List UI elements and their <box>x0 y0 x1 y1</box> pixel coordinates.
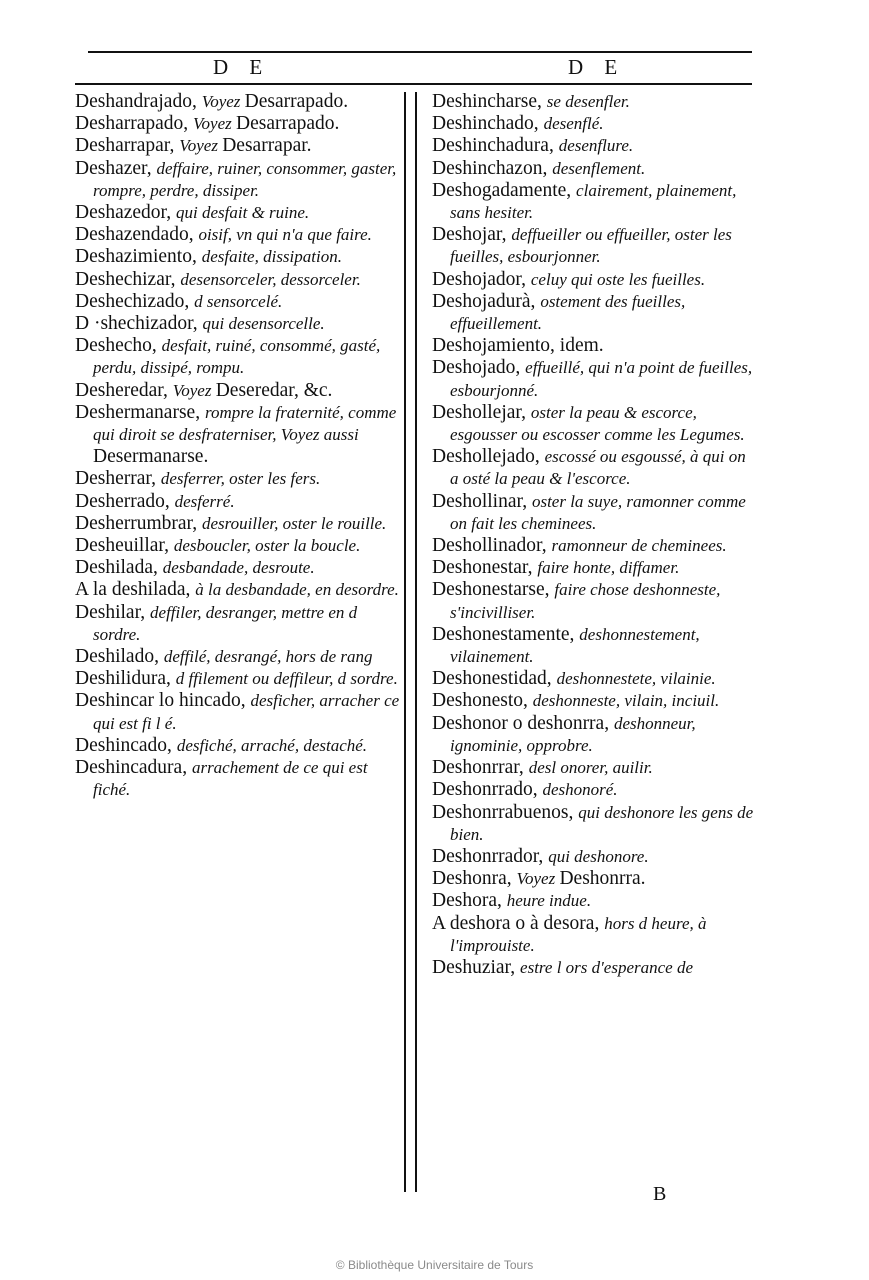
entry-definition: heure indue. <box>506 891 592 911</box>
column-divider-line <box>415 92 417 1192</box>
running-head-right: D E <box>568 55 626 79</box>
dictionary-entry <box>432 757 754 779</box>
entry-definition: qui desfait & ruine. <box>176 203 310 223</box>
entry-headword: Deshilada, <box>75 557 163 579</box>
dictionary-entry <box>432 357 754 401</box>
entry-headword: Deshonestarse, <box>432 579 555 601</box>
entry-definition: escossé ou esgoussé, à qui on a osté la peau & l'escorce. <box>450 447 746 489</box>
entry-headword: Deshojadurà, <box>432 290 541 312</box>
dictionary-entry <box>432 491 754 535</box>
dictionary-entry <box>75 757 401 801</box>
dictionary-entry <box>432 779 754 801</box>
entry-definition: desfiché, arraché, destaché. <box>176 735 368 755</box>
entry-headword: Deshincharse, <box>432 91 547 112</box>
entry-definition: arrachement de ce qui est fiché. <box>93 758 368 800</box>
dictionary-entry <box>75 291 401 313</box>
dictionary-entry <box>75 491 401 513</box>
dictionary-entry <box>432 913 754 957</box>
entry-headword: Deshincadura, <box>75 757 192 779</box>
entry-definition: deshonneste, vilain, inciuil. <box>532 691 720 711</box>
entry-headword: Deshollinar, <box>432 490 532 512</box>
entry-headword: Deshecho, <box>75 335 162 357</box>
entry-definition: Voyez <box>201 92 245 111</box>
entry-headword: Desherrado, <box>75 490 175 512</box>
header-bottom-rule <box>75 83 752 85</box>
signature-mark: B <box>653 1183 667 1205</box>
entry-headword: Deshazendado, <box>75 224 199 246</box>
entry-definition: d ffilement ou deffileur, d sordre. <box>175 669 398 689</box>
entry-headword: D ·shechizador, <box>75 313 203 335</box>
entry-definition: Voyez <box>516 869 560 889</box>
entry-headword: A la deshilada, <box>75 579 196 601</box>
entry-definition: deshonnestement, vilainement. <box>450 624 700 667</box>
entry-definition: oster la peau & escorce, esgousser ou escosser comme les Legumes. <box>450 402 745 445</box>
entry-headword: Desharrapado, <box>75 113 194 135</box>
entry-cross-reference: Desarrapado. <box>236 113 340 135</box>
dictionary-entry <box>432 158 754 180</box>
dictionary-entry <box>75 158 401 202</box>
entry-definition: deffueiller ou effueiller, oster les fueilles, esbourjonner. <box>450 225 732 267</box>
dictionary-entry <box>75 668 401 690</box>
dictionary-entry <box>432 557 754 579</box>
dictionary-entry <box>432 690 754 712</box>
entry-definition: desenflure. <box>558 136 634 156</box>
dictionary-entry <box>75 602 401 646</box>
entry-definition: qui deshonore. <box>548 846 649 866</box>
entry-definition: desferré. <box>174 491 235 511</box>
entry-definition: ostement des fueilles, effueillement. <box>450 291 686 334</box>
entry-headword: Deshojador, <box>432 268 531 290</box>
dictionary-entry <box>75 380 401 402</box>
dictionary-entry <box>432 957 754 979</box>
entry-headword: Deshuziar, <box>432 956 521 978</box>
dictionary-entry <box>432 269 754 291</box>
entry-headword: Deshollejar, <box>432 401 531 423</box>
entry-headword: Deshermanarse, <box>75 401 205 423</box>
dictionary-entry <box>432 113 754 135</box>
dictionary-entry <box>75 313 401 335</box>
entry-definition: clairement, plainement, sans hesiter. <box>450 180 737 223</box>
entry-definition: Voyez <box>172 380 216 400</box>
dictionary-entry <box>432 713 754 757</box>
entry-headword: Deshinchadura, <box>432 135 559 157</box>
entry-headword: Deshincar lo hincado, <box>75 690 251 712</box>
dictionary-entry <box>432 802 754 846</box>
entry-definition: faire chose deshonneste, s'incivilliser. <box>450 580 721 622</box>
running-head-left: D E <box>213 55 271 79</box>
entry-definition: desbandade, desroute. <box>162 558 315 578</box>
entry-definition: celuy qui oste les fueilles. <box>530 269 706 289</box>
entry-definition: oster la suye, ramonner comme on fait les cheminees. <box>450 491 746 533</box>
entry-headword: Deshollinador, <box>432 535 552 557</box>
dictionary-entry <box>432 91 754 113</box>
dictionary-entry <box>75 269 401 291</box>
entry-headword: Deshogadamente, <box>432 179 577 201</box>
dictionary-entry <box>75 646 401 668</box>
dictionary-entry <box>75 402 401 469</box>
entry-definition: deshonneur, ignominie, opprobre. <box>450 713 696 755</box>
dictionary-entry <box>75 246 401 268</box>
column-divider-line <box>404 92 406 1192</box>
dictionary-entry <box>75 335 401 379</box>
entry-definition: desenflé. <box>543 114 604 134</box>
entry-definition: desensorceler, dessorceler. <box>180 269 361 289</box>
entry-headword: Desharrapar, <box>75 135 180 157</box>
dictionary-entry <box>75 579 401 601</box>
dictionary-entry <box>75 468 401 490</box>
entry-headword: Desherrar, <box>75 468 161 490</box>
entry-headword: Deshinchazon, <box>432 157 553 179</box>
dictionary-entry <box>432 135 754 157</box>
entry-definition: rompre la fraternité, comme qui diroit se desfraterniser, Voyez aussi <box>93 402 397 445</box>
entry-headword: Deshojado, <box>432 357 526 379</box>
entry-headword: Deshazer, <box>75 157 157 179</box>
dictionary-entry <box>75 224 401 246</box>
dictionary-entry <box>432 224 754 268</box>
entry-definition: desrouiller, oster le rouille. <box>202 513 387 533</box>
entry-headword: Deshechizar, <box>75 268 181 290</box>
right-column <box>432 91 754 979</box>
entry-headword: Deshojamiento, idem. <box>432 335 604 357</box>
entry-headword: Deshilado, <box>75 646 164 668</box>
entry-headword: Deshonestamente, <box>432 623 580 645</box>
entry-definition: desfaite, dissipation. <box>201 247 342 267</box>
entry-definition: se desenfler. <box>546 92 630 111</box>
copyright-footer: © Bibliothèque Universitaire de Tours <box>335 1258 534 1272</box>
entry-definition: qui desensorcelle. <box>202 314 325 334</box>
entry-headword: Deshazedor, <box>75 202 177 224</box>
entry-definition: Voyez <box>179 136 223 156</box>
entry-headword: Desherrumbrar, <box>75 512 202 534</box>
entry-definition: deffaire, ruiner, consommer, gaster, rompre, perdre, dissiper. <box>93 158 397 200</box>
entry-definition: qui deshonore les gens de bien. <box>450 802 754 844</box>
entry-headword: Deshazimiento, <box>75 246 202 268</box>
entry-cross-reference: Desarrapar. <box>222 135 312 157</box>
entry-cross-reference: Desermanarse. <box>93 446 209 468</box>
dictionary-entry <box>75 735 401 757</box>
entry-headword: Desheuillar, <box>75 535 174 557</box>
entry-headword: Desheredar, <box>75 379 173 401</box>
dictionary-entry <box>432 846 754 868</box>
header-top-rule <box>88 51 752 53</box>
entry-definition: oisif, vn qui n'a que faire. <box>198 225 372 245</box>
left-column <box>75 91 401 802</box>
entry-headword: Deshonestidad, <box>432 668 557 690</box>
entry-headword: Deshora, <box>432 890 507 912</box>
entry-cross-reference: Desarrapado. <box>244 91 349 112</box>
entry-definition: ramonneur de cheminees. <box>551 536 727 556</box>
dictionary-entry <box>432 335 754 357</box>
entry-headword: Deshincado, <box>75 734 177 756</box>
entry-definition: desenflement. <box>552 158 646 178</box>
entry-definition: faire honte, diffamer. <box>537 558 680 578</box>
entry-definition: deshonoré. <box>542 780 618 800</box>
dictionary-entry <box>432 868 754 890</box>
entry-definition: deffilé, desrangé, hors de rang <box>163 647 373 667</box>
entry-headword: Deshollejado, <box>432 446 545 468</box>
entry-headword: Deshonrrado, <box>432 779 543 801</box>
dictionary-entry <box>75 202 401 224</box>
entry-definition: à la desbandade, en desordre. <box>195 580 399 600</box>
dictionary-entry <box>432 535 754 557</box>
entry-definition: deffiler, desranger, mettre en d sordre. <box>93 602 358 644</box>
entry-headword: Deshonesto, <box>432 690 533 712</box>
entry-definition: hors d heure, à l'improuiste. <box>450 913 707 955</box>
entry-headword: Deshonor o deshonrra, <box>432 712 614 734</box>
entry-headword: Deshinchado, <box>432 113 544 135</box>
entry-definition: desferrer, oster les fers. <box>160 469 321 489</box>
dictionary-entry <box>75 557 401 579</box>
dictionary-entry <box>432 579 754 623</box>
entry-cross-reference: Deseredar, &c. <box>215 379 333 401</box>
entry-headword: Deshilidura, <box>75 668 176 690</box>
entry-cross-reference: Deshonrra. <box>559 868 646 890</box>
dictionary-entry <box>432 668 754 690</box>
dictionary-entry <box>432 446 754 490</box>
entry-headword: Deshonrrador, <box>432 845 549 867</box>
entry-definition: d sensorcelé. <box>194 291 283 311</box>
entry-definition: deshonnestete, vilainie. <box>556 669 716 689</box>
dictionary-entry <box>432 890 754 912</box>
entry-definition: desboucler, oster la boucle. <box>173 536 361 556</box>
entry-headword: Deshonestar, <box>432 557 538 579</box>
entry-headword: Deshojar, <box>432 224 512 246</box>
dictionary-entry <box>432 624 754 668</box>
dictionary-entry <box>75 535 401 557</box>
dictionary-entry <box>432 291 754 335</box>
dictionary-entry <box>75 513 401 535</box>
entry-definition: desfait, ruiné, consommé, gasté, perdu, dissipé, rompu. <box>93 336 381 378</box>
entry-headword: Deshonrrabuenos, <box>432 801 579 823</box>
dictionary-entry <box>432 180 754 224</box>
dictionary-entry <box>75 91 401 113</box>
entry-definition: desl onorer, auilir. <box>528 758 653 778</box>
entry-definition: estre l ors d'esperance de <box>520 957 693 977</box>
entry-definition: Voyez <box>193 114 236 134</box>
entry-definition: desficher, arracher ce qui est fi l é. <box>93 691 400 733</box>
entry-headword: Deshechizado, <box>75 290 195 312</box>
entry-headword: A deshora o à desora, <box>432 912 605 934</box>
dictionary-entry <box>75 113 401 135</box>
dictionary-entry <box>75 690 401 734</box>
entry-headword: Deshilar, <box>75 601 151 623</box>
entry-headword: Deshonra, <box>432 868 517 890</box>
dictionary-entry <box>75 135 401 157</box>
entry-headword: Deshonrrar, <box>432 757 529 779</box>
entry-definition: effueillé, qui n'a point de fueilles, esbourjonné. <box>450 358 753 400</box>
dictionary-entry <box>432 402 754 446</box>
entry-headword: Deshandrajado, <box>75 91 202 112</box>
